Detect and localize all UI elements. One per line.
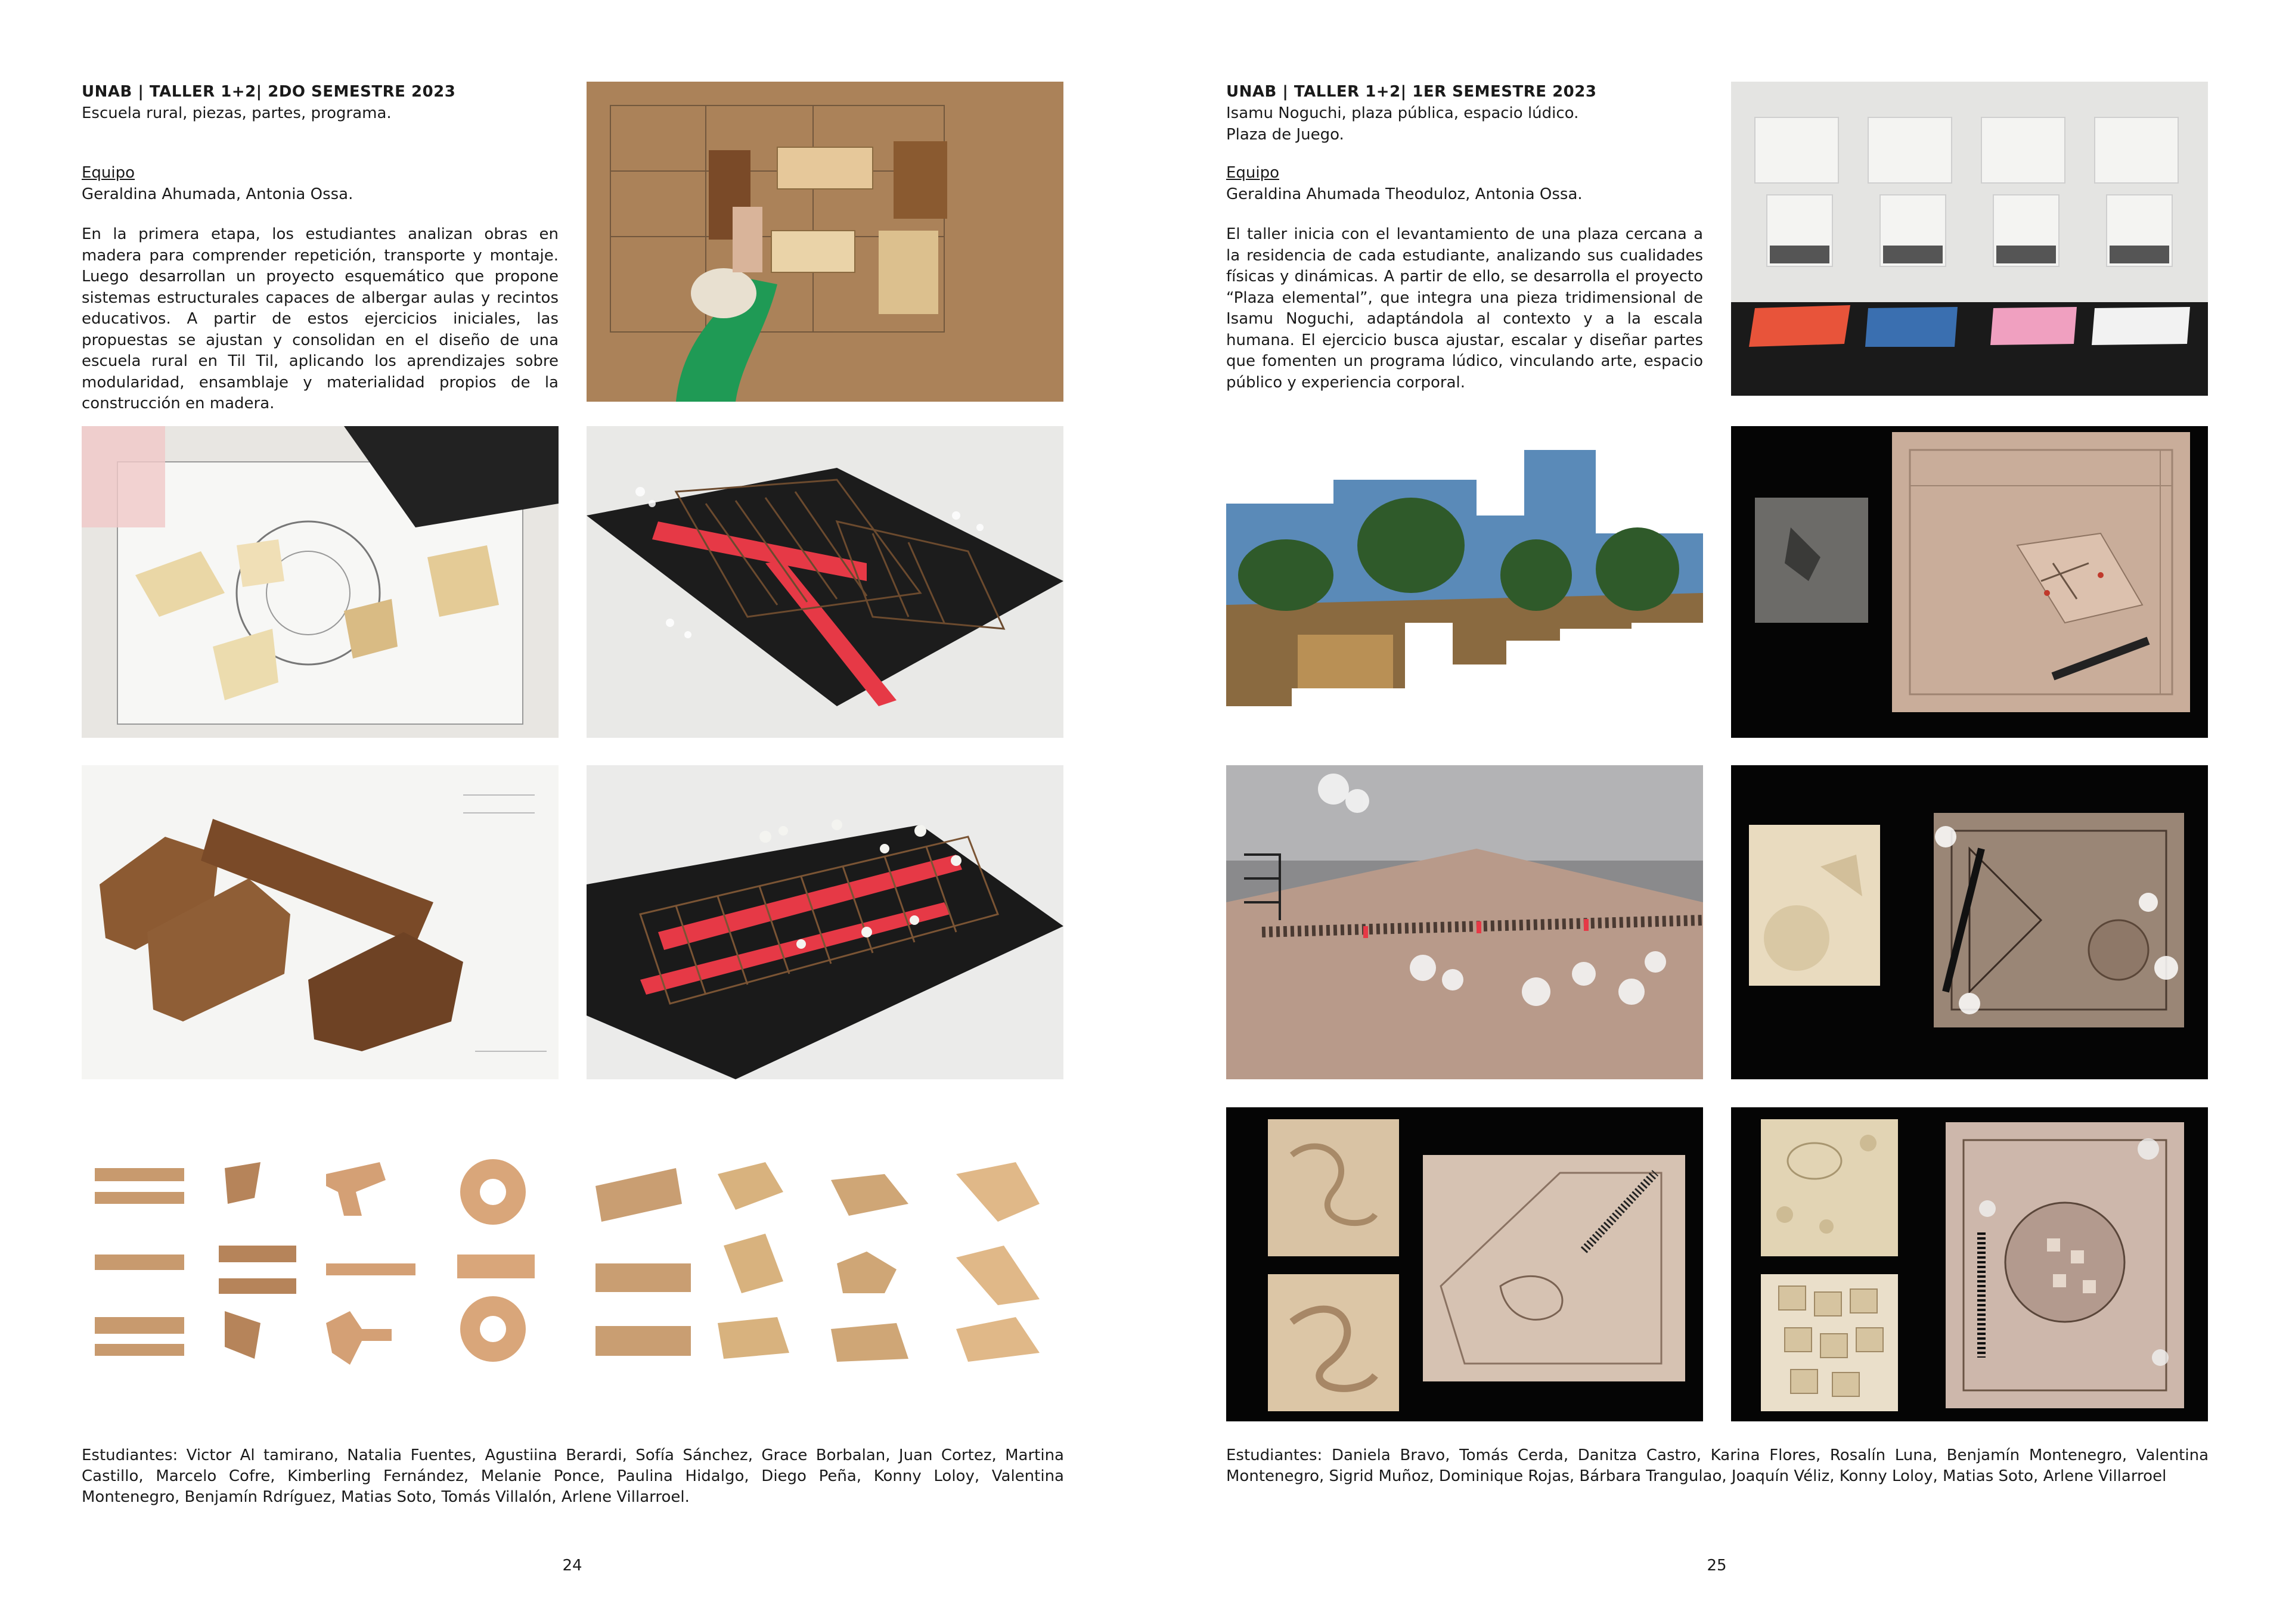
- left-header: [82, 81, 559, 124]
- right-page: [1144, 0, 2289, 1624]
- photo-wood-pieces-grid-1: [82, 1150, 559, 1377]
- photo-truss-model-1: [587, 426, 1063, 738]
- left-subtitle: Escuela rural, piezas, partes, programa.: [82, 104, 392, 122]
- right-subtitle-line1: Isamu Noguchi, plaza pública, espacio lúdico.: [1226, 104, 1579, 122]
- photo-clay-plaza-2: [1731, 765, 2208, 1079]
- left-team-names: Geraldina Ahumada, Antonia Ossa.: [82, 185, 353, 203]
- left-body: [82, 224, 559, 415]
- right-students-credits: Estudiantes: Daniela Bravo, Tomás Cerda, Danitza Castro, Karina Flores, Rosalín Luna, Benjamín Montenegro, Valentina Montenegro, Sigrid Muñoz, Dominique Rojas, Bárbara Trangulao, Joaquín Véliz, Konny Loloy, Matias Soto, Arlene Villarroel: [1226, 1446, 2209, 1485]
- right-team-heading: Equipo: [1226, 164, 1280, 182]
- photo-dark-wood-blocks: [82, 765, 559, 1079]
- photo-clay-reliefs-2: [1731, 1107, 2208, 1421]
- left-team: [82, 162, 559, 205]
- photo-exhibition-wall: [1731, 82, 2208, 396]
- photo-clay-plaza-1: [1731, 426, 2208, 738]
- left-title: UNAB | TALLER 1+2| 2DO SEMESTRE 2023: [82, 83, 456, 101]
- left-page-number: 24: [562, 1557, 582, 1575]
- left-page: [0, 0, 1144, 1624]
- photo-blocks-on-plan: [82, 426, 559, 738]
- left-team-heading: Equipo: [82, 164, 135, 182]
- right-title: UNAB | TALLER 1+2| 1ER SEMESTRE 2023: [1226, 83, 1597, 101]
- right-body: [1226, 224, 1703, 393]
- photo-clay-reliefs-1: [1226, 1107, 1703, 1421]
- photo-truss-model-2: [587, 765, 1063, 1079]
- photo-hands-on-plan: [587, 82, 1063, 402]
- photo-plaza-collage: [1226, 426, 1703, 738]
- right-body-text: El taller inicia con el levantamiento de una plaza cercana a la residencia de cada estudiante, analizando sus cualidades físicas y dinámicas. A partir de ello, se desarrolla el proyecto “Plaza elemental”, que integra una pieza tridimensional de Isamu Noguchi, adaptándola al contexto y a la escala humana. El ejercicio busca ajustar, escalar y diseñar partes que fomenten un programa lúdico, vinculando arte, espacio público y experiencia corporal.: [1226, 225, 1703, 392]
- photo-wood-pieces-grid-2: [587, 1150, 1063, 1377]
- right-header: [1226, 81, 1703, 145]
- left-students-credits: Estudiantes: Victor Al tamirano, Natalia Fuentes, Agustiina Berardi, Sofía Sánchez, Grace Borbalan, Juan Cortez, Martina Castillo, Marcelo Cofre, Kimberling Fernández, Melanie Ponce, Paulina Hidalgo, Diego Peña, Konny Loloy, Valentina Montenegro, Benjamín Rdríguez, Matias Soto, Tomás Villalón, Arlene Villarroel.: [82, 1446, 1064, 1506]
- left-body-text: En la primera etapa, los estudiantes analizan obras en madera para comprender repetición, transporte y montaje. Luego desarrollan un proyecto esquemático que propone sistemas estructurales capaces de albergar aulas y recintos educativos. A partir de estos ejercicios iniciales, las propuestas se ajustan y consolidan en el diseño de una escuela rural en Til Til, aplicando los aprendizajes sobre modularidad, ensamblaje y materialidad propios de la construcción en madera.: [82, 225, 559, 412]
- photo-clay-model-angled: [1226, 765, 1703, 1079]
- right-subtitle-line2: Plaza de Juego.: [1226, 126, 1344, 144]
- right-team: [1226, 162, 1703, 205]
- right-team-names: Geraldina Ahumada Theoduloz, Antonia Ossa.: [1226, 185, 1583, 203]
- right-page-number: 25: [1707, 1557, 1727, 1575]
